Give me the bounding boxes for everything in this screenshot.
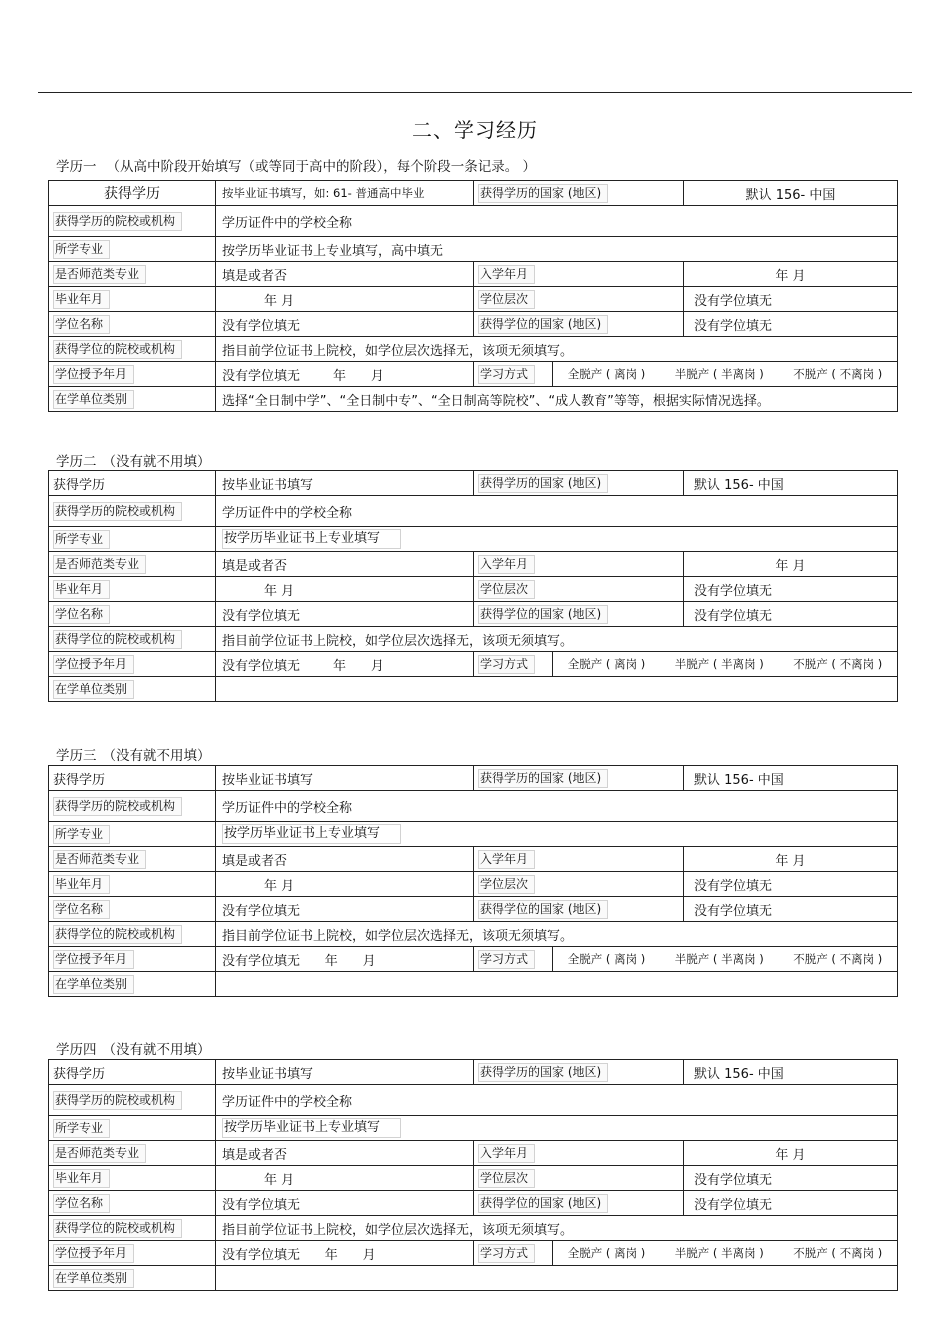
row-school [49,791,898,822]
degree-date-label [49,362,216,387]
unit-type-label [49,972,216,997]
grad-date-label [49,577,216,602]
degree-country-label: 获得学位的国家 (地区) [478,605,608,624]
degree-name-value-field[interactable]: 没有学位填无 [216,897,474,922]
study-mode-option-half[interactable]: 半脱产 ( 半离岗 ) [674,1246,764,1260]
degree-country-label [474,1191,684,1216]
row-degree-date-mode [49,1241,898,1266]
study-mode-options [553,1245,897,1261]
unit-type-label [49,387,216,412]
row-degree-date-mode [49,362,898,387]
degree-level-label: 学位层次 [478,1169,535,1188]
record-heading-note: （没有就不用填） [102,748,211,764]
degree-school-label [49,337,216,362]
study-mode-cell [474,1241,898,1266]
study-mode-option-none[interactable]: 不脱产 ( 不离岗 ) [793,657,883,671]
row-degree-name [49,602,898,627]
unit-type-value-field[interactable] [216,677,898,702]
edu-label: 获得学历 [53,1066,106,1082]
degree-school-label: 获得学位的院校或机构 [53,925,182,944]
study-mode-option-full[interactable]: 全脱产 ( 离岗 ) [567,657,646,671]
page-title: 二、学习经历 [412,118,538,142]
degree-name-value-field[interactable]: 没有学位填无 [216,1191,474,1216]
major-label [49,527,216,552]
row-education [49,471,898,496]
degree-date-label: 学位授予年月 [53,1244,134,1263]
edu-country-value-field[interactable]: 默认 156- 中国 [684,181,898,206]
school-value-field[interactable]: 学历证件中的学校全称 [216,206,898,237]
record-heading [56,744,211,764]
degree-country-value-field[interactable]: 没有学位填无 [684,1191,898,1216]
study-mode-cell [474,652,898,677]
edu-country-label: 获得学历的国家 (地区) [478,769,608,788]
school-label: 获得学历的院校或机构 [53,212,182,231]
edu-country-label: 获得学历的国家 (地区) [478,184,608,203]
edu-label [49,1060,216,1085]
unit-type-label: 在学单位类别 [53,1269,134,1288]
major-value-field[interactable] [216,822,898,847]
major-label [49,237,216,262]
degree-country-label: 获得学位的国家 (地区) [478,315,608,334]
degree-country-label [474,312,684,337]
study-mode-label [474,947,553,971]
record-heading-note: （从高中阶段开始填写（或等同于高中的阶段），每个阶段一条记录。 ） [106,159,537,175]
study-mode-option-half[interactable]: 半脱产 ( 半离岗 ) [674,657,764,671]
normal-label: 是否师范类专业 [53,555,146,574]
row-grad-level [49,1166,898,1191]
row-education [49,181,898,206]
major-label: 所学专业 [53,825,110,844]
degree-country-label [474,602,684,627]
degree-school-value-field[interactable]: 指目前学位证书上院校，如学位层次选择无，该项无须填写。 [216,1216,898,1241]
degree-level-value-field[interactable]: 没有学位填无 [684,1166,898,1191]
header-divider [38,92,912,93]
study-mode-option-none[interactable]: 不脱产 ( 不离岗 ) [793,367,883,381]
normal-major-value-field[interactable]: 填是或者否 [216,1141,474,1166]
edu-label [49,766,216,791]
study-mode-option-none[interactable]: 不脱产 ( 不离岗 ) [793,952,883,966]
row-degree-name [49,897,898,922]
school-value-field[interactable]: 学历证件中的学校全称 [216,791,898,822]
enroll-label: 入学年月 [478,555,535,574]
grad-label: 毕业年月 [53,290,110,309]
major-value-field[interactable] [216,1116,898,1141]
record-heading-name: 学历三 [56,748,97,764]
unit-type-label: 在学单位类别 [53,680,134,699]
study-mode-option-half[interactable]: 半脱产 ( 半离岗 ) [674,952,764,966]
degree-level-label [474,577,684,602]
record-heading [56,450,211,470]
edu-value-field[interactable]: 按毕业证书填写，如: 61- 普通高中毕业 [216,181,474,206]
edu-label [49,181,216,206]
unit-type-value-field[interactable] [216,972,898,997]
row-degree-date-mode [49,652,898,677]
study-mode-cell [474,362,898,387]
school-value-field[interactable]: 学历证件中的学校全称 [216,496,898,527]
enroll-date-value-field[interactable]: 年 月 [684,847,898,872]
edu-value-field[interactable]: 按毕业证书填写 [216,1060,474,1085]
enroll-date-label [474,1141,684,1166]
row-school [49,1085,898,1116]
row-education [49,1060,898,1085]
study-mode-label [474,1241,553,1265]
enroll-date-label [474,847,684,872]
major-value: 按学历毕业证书上专业填写 [222,1118,401,1138]
row-major [49,527,898,552]
study-mode-option-half[interactable]: 半脱产 ( 半离岗 ) [674,367,764,381]
degree-level-label: 学位层次 [478,875,535,894]
grad-date-label [49,287,216,312]
grad-label: 毕业年月 [53,580,110,599]
normal-label: 是否师范类专业 [53,265,146,284]
edu-label: 获得学历 [53,477,106,493]
edu-country-label [474,1060,684,1085]
row-unit-type [49,972,898,997]
degree-date-value-field[interactable]: 没有学位填无 年 月 [216,362,474,387]
enroll-label: 入学年月 [478,1144,535,1163]
grad-date-label [49,1166,216,1191]
row-unit-type [49,677,898,702]
normal-major-label [49,1141,216,1166]
degree-school-label [49,627,216,652]
row-school [49,496,898,527]
row-degree-school [49,1216,898,1241]
major-value: 按学历毕业证书上专业填写 [222,824,401,844]
degree-level-value-field[interactable]: 没有学位填无 [684,577,898,602]
degree-name-label [49,602,216,627]
row-grad-level [49,577,898,602]
major-label: 所学专业 [53,1119,110,1138]
education-record-table [48,765,898,997]
degree-country-label: 获得学位的国家 (地区) [478,900,608,919]
row-degree-name [49,312,898,337]
degree-date-value-field[interactable]: 没有学位填无 年 月 [216,1241,474,1266]
edu-label: 获得学历 [53,772,106,788]
major-label: 所学专业 [53,240,110,259]
major-label [49,822,216,847]
normal-label: 是否师范类专业 [53,850,146,869]
unit-type-label: 在学单位类别 [53,975,134,994]
enroll-date-value-field[interactable]: 年 月 [684,552,898,577]
record-heading-note: （没有就不用填） [102,454,211,470]
degree-name-label: 学位名称 [53,605,110,624]
degree-level-label: 学位层次 [478,290,535,309]
school-label [49,791,216,822]
edu-value-field[interactable]: 按毕业证书填写 [216,766,474,791]
normal-major-value-field[interactable]: 填是或者否 [216,262,474,287]
degree-level-label [474,287,684,312]
degree-school-label: 获得学位的院校或机构 [53,340,182,359]
study-mode-option-none[interactable]: 不脱产 ( 不离岗 ) [793,1246,883,1260]
row-major [49,237,898,262]
edu-country-label: 获得学历的国家 (地区) [478,474,608,493]
normal-major-label [49,262,216,287]
record-heading-name: 学历四 [56,1042,97,1058]
degree-name-value-field[interactable]: 没有学位填无 [216,602,474,627]
school-label: 获得学历的院校或机构 [53,797,182,816]
record-heading-note: （没有就不用填） [102,1042,211,1058]
row-school [49,206,898,237]
row-major [49,1116,898,1141]
enroll-date-label [474,262,684,287]
edu-label: 获得学历 [104,186,160,202]
record-heading [56,1038,211,1058]
normal-major-label [49,552,216,577]
degree-country-value-field[interactable]: 没有学位填无 [684,602,898,627]
study-mode-options [553,656,897,672]
education-record-table [48,470,898,702]
major-value: 按学历毕业证书上专业填写 [222,529,401,549]
degree-level-label [474,872,684,897]
degree-name-label [49,1191,216,1216]
enroll-label: 入学年月 [478,265,535,284]
degree-name-label: 学位名称 [53,315,110,334]
degree-school-label [49,1216,216,1241]
school-label [49,1085,216,1116]
row-normal-enroll [49,847,898,872]
row-grad-level [49,872,898,897]
row-degree-school [49,627,898,652]
study-mode-option-full[interactable]: 全脱产 ( 离岗 ) [567,1246,646,1260]
record-heading-name: 学历一 [56,159,97,175]
enroll-date-label [474,552,684,577]
school-label: 获得学历的院校或机构 [53,502,182,521]
edu-country-value-field[interactable]: 默认 156- 中国 [684,471,898,496]
row-degree-date-mode [49,947,898,972]
edu-country-label [474,181,684,206]
degree-country-label [474,897,684,922]
major-value-field[interactable] [216,237,898,262]
degree-level-label: 学位层次 [478,580,535,599]
grad-date-value-field[interactable]: 年 月 [216,577,474,602]
school-label [49,496,216,527]
study-mode-label: 学习方式 [478,950,535,969]
record-heading-name: 学历二 [56,454,97,470]
grad-date-value-field[interactable]: 年 月 [216,872,474,897]
degree-level-label [474,1166,684,1191]
study-mode-label: 学习方式 [478,655,535,674]
row-unit-type [49,387,898,412]
edu-value-field[interactable]: 按毕业证书填写 [216,471,474,496]
degree-date-label [49,1241,216,1266]
grad-date-value-field[interactable]: 年 月 [216,287,474,312]
study-mode-label [474,362,553,386]
row-degree-school [49,922,898,947]
degree-date-label [49,652,216,677]
row-normal-enroll [49,552,898,577]
study-mode-label: 学习方式 [478,1244,535,1263]
unit-type-value-field[interactable]: 选择“全日制中学”、“全日制中专”、“全日制高等院校”、“成人教育”等等，根据实际情况选择。 [216,387,898,412]
grad-label: 毕业年月 [53,875,110,894]
degree-name-label [49,312,216,337]
degree-date-label: 学位授予年月 [53,365,134,384]
degree-school-value-field[interactable]: 指目前学位证书上院校，如学位层次选择无，该项无须填写。 [216,337,898,362]
row-unit-type [49,1266,898,1291]
grad-label: 毕业年月 [53,1169,110,1188]
degree-date-value-field[interactable]: 没有学位填无 年 月 [216,947,474,972]
degree-school-label [49,922,216,947]
normal-major-value-field[interactable]: 填是或者否 [216,552,474,577]
education-record-table [48,1059,898,1291]
degree-date-label: 学位授予年月 [53,950,134,969]
study-mode-label [474,652,553,676]
row-education [49,766,898,791]
row-major [49,822,898,847]
school-label: 获得学历的院校或机构 [53,1091,182,1110]
unit-type-label: 在学单位类别 [53,390,134,409]
unit-type-label [49,1266,216,1291]
degree-name-label: 学位名称 [53,1194,110,1213]
degree-date-label: 学位授予年月 [53,655,134,674]
degree-name-label [49,897,216,922]
edu-label [49,471,216,496]
degree-school-value-field[interactable]: 指目前学位证书上院校，如学位层次选择无，该项无须填写。 [216,922,898,947]
degree-name-value-field[interactable]: 没有学位填无 [216,312,474,337]
study-mode-options [553,951,897,967]
normal-major-label [49,847,216,872]
row-degree-name [49,1191,898,1216]
study-mode-option-full[interactable]: 全脱产 ( 离岗 ) [567,952,646,966]
enroll-date-value-field[interactable]: 年 月 [684,1141,898,1166]
degree-school-label: 获得学位的院校或机构 [53,1219,182,1238]
edu-country-value-field[interactable]: 默认 156- 中国 [684,766,898,791]
study-mode-option-full[interactable]: 全脱产 ( 离岗 ) [567,367,646,381]
degree-level-value-field[interactable]: 没有学位填无 [684,287,898,312]
major-label [49,1116,216,1141]
degree-country-label: 获得学位的国家 (地区) [478,1194,608,1213]
unit-type-label [49,677,216,702]
edu-country-label: 获得学历的国家 (地区) [478,1063,608,1082]
grad-date-label [49,872,216,897]
study-mode-label: 学习方式 [478,365,535,384]
education-record-table [48,180,898,412]
record-heading [56,155,536,175]
degree-date-label [49,947,216,972]
study-mode-cell [474,947,898,972]
edu-country-label [474,471,684,496]
degree-school-value-field[interactable]: 指目前学位证书上院校，如学位层次选择无，该项无须填写。 [216,627,898,652]
normal-major-value-field[interactable]: 填是或者否 [216,847,474,872]
row-grad-level [49,287,898,312]
major-value-field[interactable] [216,527,898,552]
major-value: 按学历毕业证书上专业填写，高中填无 [222,243,444,259]
row-normal-enroll [49,262,898,287]
major-label: 所学专业 [53,530,110,549]
degree-date-value-field[interactable]: 没有学位填无 年 月 [216,652,474,677]
degree-school-label: 获得学位的院校或机构 [53,630,182,649]
degree-level-value-field[interactable]: 没有学位填无 [684,872,898,897]
degree-name-label: 学位名称 [53,900,110,919]
school-value-field[interactable]: 学历证件中的学校全称 [216,1085,898,1116]
degree-country-value-field[interactable]: 没有学位填无 [684,312,898,337]
school-label [49,206,216,237]
row-normal-enroll [49,1141,898,1166]
normal-label: 是否师范类专业 [53,1144,146,1163]
edu-country-label [474,766,684,791]
unit-type-value-field[interactable] [216,1266,898,1291]
grad-date-value-field[interactable]: 年 月 [216,1166,474,1191]
row-degree-school [49,337,898,362]
study-mode-options [553,366,897,382]
degree-country-value-field[interactable]: 没有学位填无 [684,897,898,922]
enroll-label: 入学年月 [478,850,535,869]
enroll-date-value-field[interactable]: 年 月 [684,262,898,287]
edu-country-value-field[interactable]: 默认 156- 中国 [684,1060,898,1085]
